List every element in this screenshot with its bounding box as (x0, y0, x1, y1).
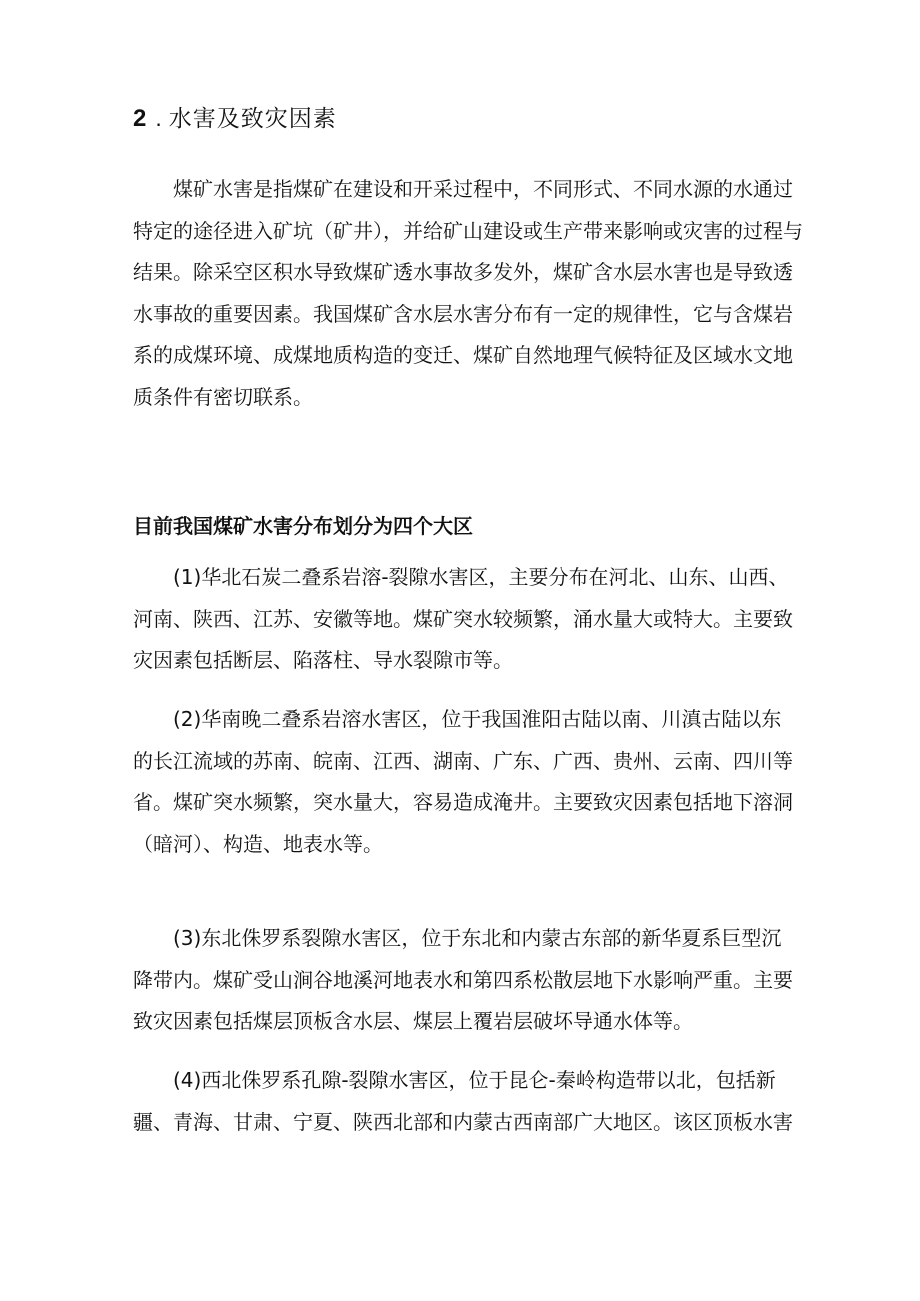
region-3-paragraph (133, 918, 793, 1043)
paragraph-line: 系的成煤环境、成煤地质构造的变迁、煤矿自然地理气候特征及区域水文地 (133, 343, 793, 367)
paragraph-line: (1)华北石炭二叠系岩溶-裂隙水害区，主要分布在河北、山东、山西、 (173, 565, 789, 589)
regions-heading: 目前我国煤矿水害分布划分为四个大区 (133, 514, 473, 538)
section-separator: . (155, 105, 163, 131)
paragraph-line: 水事故的重要因素。我国煤矿含水层水害分布有一定的规律性，它与含煤岩 (133, 301, 793, 326)
section-title (133, 102, 337, 135)
paragraph-line: 煤矿水害是指煤矿在建设和开采过程中，不同形式、不同水源的水通过 (173, 177, 793, 201)
section-title-text: 水害及致灾因素 (168, 106, 337, 132)
section-number: 2 (133, 105, 148, 132)
paragraph-line: (2)华南晚二叠系岩溶水害区，位于我国淮阳古陆以南、川滇古陆以东 (173, 707, 782, 731)
paragraph-line: 疆、青海、甘肃、宁夏、陕西北部和内蒙古西南部广大地区。该区顶板水害 (133, 1109, 793, 1134)
paragraph-line: 的长江流域的苏南、皖南、江西、湖南、广东、广西、贵州、云南、四川等 (133, 748, 793, 773)
intro-paragraph (133, 169, 803, 418)
region-1-paragraph (133, 557, 793, 682)
paragraph-line: 结果。除采空区积水导致煤矿透水事故多发外，煤矿含水层水害也是导致透 (133, 260, 793, 284)
paragraph-line: 河南、陕西、江苏、安徽等地。煤矿突水较频繁，涌水量大或特大。主要致 (133, 606, 793, 631)
region-4-paragraph (133, 1060, 793, 1143)
paragraph-line: (4)西北侏罗系孔隙-裂隙水害区，位于昆仑-秦岭构造带以北，包括新 (173, 1068, 776, 1092)
paragraph-line: (3)东北侏罗系裂隙水害区，位于东北和内蒙古东部的新华夏系巨型沉 (173, 926, 782, 950)
region-2-paragraph (133, 699, 793, 865)
paragraph-line: （暗河）、构造、地表水等。 (133, 831, 383, 856)
paragraph-line: 质条件有密切联系。 (133, 384, 313, 409)
paragraph-line: 特定的途径进入矿坑（矿井），并给矿山建设或生产带来影响或灾害的过程与 (133, 218, 803, 243)
paragraph-line: 降带内。煤矿受山涧谷地溪河地表水和第四系松散层地下水影响严重。主要 (133, 967, 793, 992)
paragraph-line: 灾因素包括断层、陷落柱、导水裂隙市等。 (133, 648, 513, 672)
paragraph-line: 致灾因素包括煤层顶板含水层、煤层上覆岩层破坏导通水体等。 (133, 1009, 693, 1033)
paragraph-line: 省。煤矿突水频繁，突水量大，容易造成淹井。主要致灾因素包括地下溶洞 (133, 790, 793, 814)
